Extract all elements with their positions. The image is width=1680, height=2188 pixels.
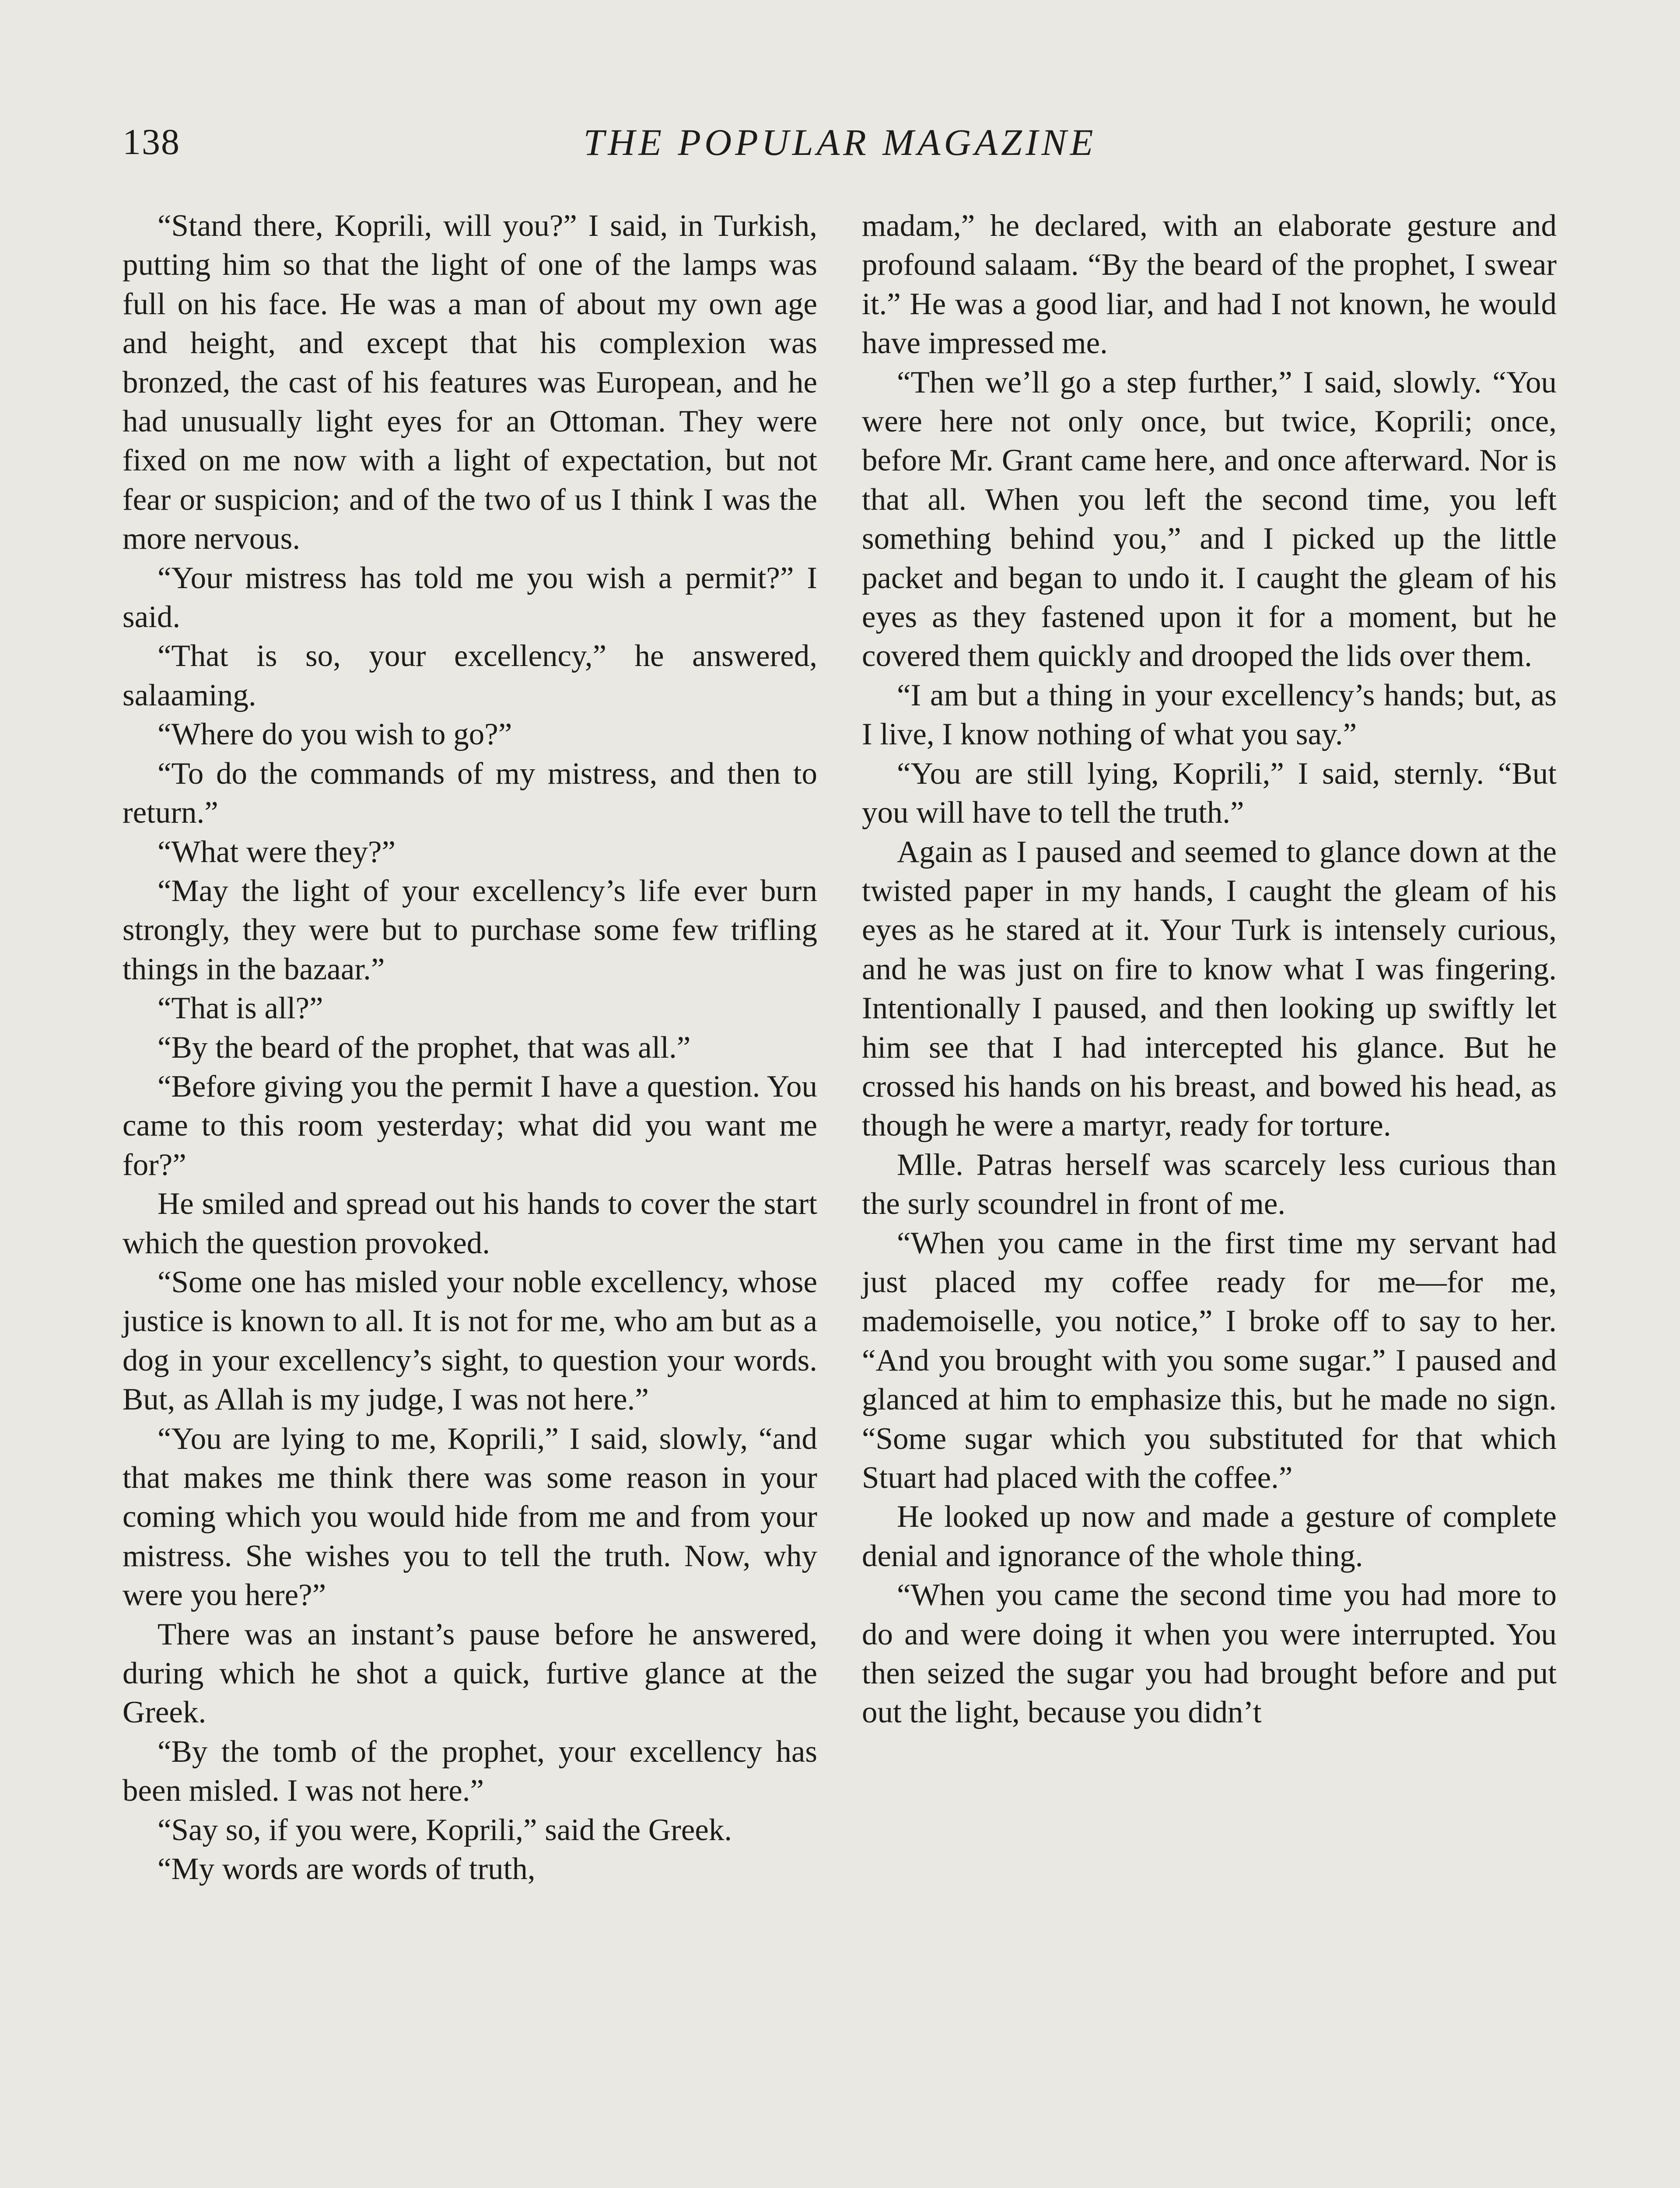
paragraph: “Then we’ll go a step further,” I said, slowly. “You were here not only once, but twice, Koprili; once, before Mr. Grant came here, and once afterward. Nor is that all. When you left the second time, you left something behind you,” and I picked up the little packet and began to undo it. I caught the gleam of his eyes as they fastened upon it for a moment, but he covered them quickly and drooped the lids over them. (862, 365, 1557, 673)
paragraph: Again as I paused and seemed to glance down at the twisted paper in my hands, I caught the gleam of his eyes as he stared at it. Your Turk is intensely curious, and he was just on fire to know what I was fingering. Intentionally I paused, and then looking up swiftly let him see that I had intercepted his glance. But he crossed his hands on his breast, and bowed his head, as though he were a martyr, ready for torture. (862, 835, 1557, 1143)
left-column (122, 207, 817, 1889)
paragraph: He smiled and spread out his hands to cover the start which the question provoked. (122, 1187, 817, 1260)
paragraph: “Say so, if you were, Koprili,” said the Greek. (158, 1813, 732, 1847)
paragraph: “My words are words of truth, (158, 1852, 536, 1886)
paragraph: Mlle. Patras herself was scarcely less curious than the surly scoundrel in front of me. (862, 1147, 1557, 1221)
paragraph: “When you came the second time you had more to do and were doing it when you were interrupted. You then seized the sugar you had brought before and put out the light, because you didn’t (862, 1578, 1557, 1730)
paragraph: “That is all?” (158, 991, 323, 1026)
paragraph: “By the beard of the prophet, that was all.” (158, 1030, 691, 1065)
paragraph: “You are lying to me, Koprili,” I said, slowly, “and that makes me think there was some reason in your coming which you would hide from me and from your mistress. She wishes you to tell the truth. Now, why were you here?” (122, 1421, 817, 1613)
paragraph-continued: madam,” he declared, with an elaborate gesture and profound salaam. “By the beard of the prophet, I swear it.” He was a good liar, and had I not known, he would have impressed me. (862, 209, 1557, 361)
paragraph: “That is so, your excellency,” he answered, salaaming. (122, 639, 817, 712)
page-header (122, 118, 1558, 166)
paragraph: “What were they?” (158, 835, 396, 869)
paragraph: “You are still lying, Koprili,” I said, sternly. “But you will have to tell the truth.” (862, 756, 1557, 830)
paragraph: “When you came in the first time my servant had just placed my coffee ready for me—for me, mademoiselle, you notice,” I broke off to say to her. “And you brought with you some sugar.” I paused and glanced at him to emphasize this, but he made no sign. “Some sugar which you substituted for that which Stuart had placed with the coffee.” (862, 1226, 1557, 1495)
right-column (862, 207, 1557, 1732)
paragraph: There was an instant’s pause before he answered, during which he shot a quick, furtive glance at the Greek. (122, 1617, 817, 1730)
paragraph: “Before giving you the permit I have a question. You came to this room yesterday; what did you want me for?” (122, 1069, 817, 1182)
page-number: 138 (122, 122, 180, 162)
running-title: THE POPULAR MAGAZINE (583, 121, 1097, 163)
paragraph: “I am but a thing in your excellency’s hands; but, as I live, I know nothing of what you say.” (862, 678, 1557, 752)
paragraph: “Your mistress has told me you wish a permit?” I said. (122, 561, 817, 635)
paragraph: “Where do you wish to go?” (158, 717, 512, 752)
paragraph: “To do the commands of my mistress, and then to return.” (122, 756, 817, 830)
paragraph: “Some one has misled your noble excellency, whose justice is known to all. It is not for me, who am but as a dog in your excellency’s sight, to question your words. But, as Allah is my judge, I was not here.” (122, 1265, 817, 1417)
paragraph: “By the tomb of the prophet, your excellency has been misled. I was not here.” (122, 1734, 817, 1808)
paragraph: He looked up now and made a gesture of complete denial and ignorance of the whole thing. (862, 1500, 1557, 1573)
paragraph: “May the light of your excellency’s life ever burn strongly, they were but to purchase some few trifling things in the bazaar.” (122, 873, 817, 986)
paragraph: “Stand there, Koprili, will you?” I said, in Turkish, putting him so that the light of one of the lamps was full on his face. He was a man of about my own age and height, and except that his complexion was bronzed, the cast of his features was European, and he had unusually light eyes for an Ottoman. They were fixed on me now with a light of expectation, but not fear or suspicion; and of the two of us I think I was the more nervous. (122, 209, 817, 556)
